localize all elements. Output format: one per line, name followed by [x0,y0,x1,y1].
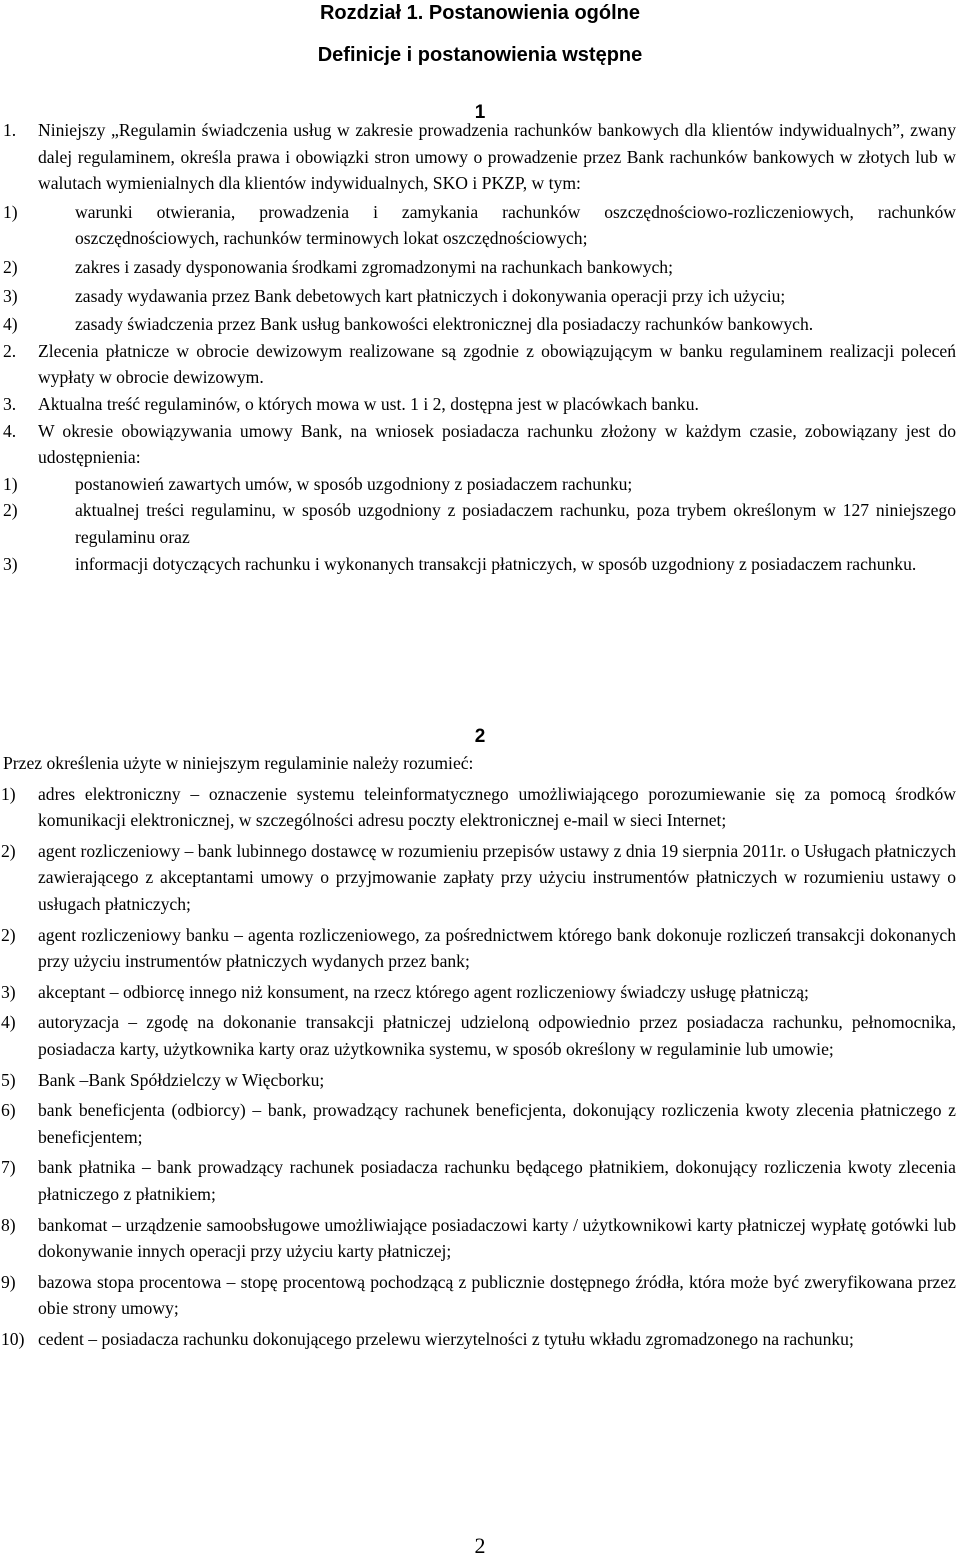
paragraph-3 [0,391,960,418]
definition-text: Bank –Bank Spółdzielczy w Więcborku; [38,1069,325,1090]
definition-text: bankomat – urządzenie samoobsługowe umożliwiające posiadaczowi karty / użytkownikowi karty płatniczej wypłatę gotówki lub dokonywanie innych operacji przy użyciu karty płatniczej; [38,1214,956,1262]
definition-text: adres elektroniczny – oznaczenie systemu teleinformatycznego umożliwiającego porozumiewanie się za pomocą środków komunikacji elektronicznej, w szczególności adresu poczty elektronicznej e-mail w sieci Internet; [38,783,956,831]
definition-item [0,1326,960,1353]
definition-text: agent rozliczeniowy – bank lubinnego dostawcę w rozumieniu przepisów ustawy z dnia 19 sierpnia 2011r. o Usługach płatniczych zawierającego z akceptantami umowy o przyjmowanie zapłaty przy użyciu instrumentów płatniczych w rozumieniu ustawy o usługach płatniczych; [38,840,956,914]
definition-item [0,1212,960,1265]
definition-item [0,922,960,975]
definition-number: 2) [1,924,16,945]
list-item [0,551,960,578]
definition-number: 8) [1,1214,16,1235]
list-item-text: postanowień zawartych umów, w sposób uzgodniony z posiadaczem rachunku; [75,473,633,494]
definition-text: autoryzacja – zgodę na dokonanie transakcji płatniczej udzieloną odpowiednio przez posiadacza rachunku, pełnomocnika, posiadacza karty, użytkownika karty oraz użytkownika systemu, w sposób określony w regulaminie lub umowie; [38,1012,956,1059]
definition-number: 10) [1,1328,25,1349]
definition-item [0,1009,960,1062]
definition-number: 2) [1,840,16,861]
paragraph-number: 2. [3,340,17,361]
definition-number: 1) [1,783,16,804]
definition-item [0,1067,960,1094]
list-item-text: aktualnej treści regulaminu, w sposób uzgodniony z posiadaczem rachunku, poza trybem określonym w 127 niniejszego regulaminu oraz [75,500,956,547]
definition-item [0,838,960,918]
paragraph-text: Aktualna treść regulaminów, o których mowa w ust. 1 i 2, dostępna jest w placówkach banku. [38,393,699,414]
section-2-number: 2 [474,726,486,747]
paragraph-1 [0,117,960,197]
list-item [0,283,960,310]
definition-number: 6) [1,1100,16,1121]
list-item [0,199,960,252]
definition-number: 4) [1,1012,16,1033]
definition-text: akceptant – odbiorcę innego niż konsument, na rzecz którego agent rozliczeniowy świadczy usługę płatniczą; [38,981,809,1002]
paragraph-2 [0,338,960,391]
list-item-number: 1) [3,473,18,494]
section-2-mark [0,724,960,750]
list-item [0,311,960,338]
list-item-number: 2) [3,500,18,521]
chapter-subtitle: Definicje i postanowienia wstępne [317,44,643,66]
definition-item [0,781,960,834]
chapter-title: Rozdział 1. Postanowienia ogólne [319,2,641,24]
definition-item [0,1097,960,1150]
section-1-body [0,117,960,577]
definition-text: bank płatnika – bank prowadzący rachunek posiadacza rachunku będącego płatnikiem, dokonujący rozliczenia kwoty zlecenia płatniczego z płatnikiem; [38,1157,956,1204]
paragraph-number: 4. [3,420,17,441]
paragraph-number: 1. [3,120,17,140]
definition-text: bank beneficjenta (odbiorcy) – bank, prowadzący rachunek beneficjenta, dokonujący rozliczenia kwoty zlecenia płatniczego z beneficjentem; [38,1100,956,1147]
list-item-number: 2) [3,256,18,277]
list-item [0,254,960,281]
page-number: 2 [474,1533,486,1558]
list-item-number: 4) [3,314,18,335]
definition-item [0,979,960,1006]
list-item-text: warunki otwierania, prowadzenia i zamykania rachunków oszczędnościowo-rozliczeniowych, rachunków oszczędnościowych, rachunków terminowych lokat oszczędnościowych; [75,201,956,249]
list-item [0,471,960,498]
list-item-text: zasady świadczenia przez Bank usług bankowości elektronicznej dla posiadaczy rachunków bankowych. [75,314,814,335]
definition-number: 5) [1,1069,16,1090]
paragraph-number: 3. [3,393,17,414]
paragraph-text: Niniejszy „Regulamin świadczenia usług w zakresie prowadzenia rachunków bankowych dla klientów indywidualnych”, zwany dalej regulaminem, określa prawa i obowiązki stron umowy o prowadzenie przez Bank rachunków bankowych w złotych lub w walutach wymienialnych dla klientów indywidualnych, SKO i PKZP, w tym: [38,120,956,194]
definition-text: cedent – posiadacza rachunku dokonującego przelewu wierzytelności z tytułu wkładu zgromadzonego na rachunku; [38,1328,854,1349]
section-2-body [0,750,960,1352]
definitions-intro: Przez określenia użyte w niniejszym regulaminie należy rozumieć: [3,753,474,773]
section-1-number: 1 [474,102,486,123]
definition-text: bazowa stopa procentowa – stopę procentową pochodzącą z publicznie dostępnego źródła, która może być zweryfikowana przez obie strony umowy; [38,1271,956,1319]
paragraph-text: Zlecenia płatnicze w obrocie dewizowym realizowane są zgodnie z obowiązującym w banku regulaminem realizacji poleceń wypłaty w obrocie dewizowym. [38,340,956,388]
definition-number: 9) [1,1271,16,1292]
paragraph-text: W okresie obowiązywania umowy Bank, na wniosek posiadacza rachunku złożony w każdym czasie, zobowiązany jest do udostępnienia: [38,420,956,468]
list-item [0,497,960,550]
list-item-text: zakres i zasady dysponowania środkami zgromadzonymi na rachunkach bankowych; [75,256,673,277]
list-item-number: 3) [3,553,18,574]
list-item-text: informacji dotyczących rachunku i wykonanych transakcji płatniczych, w sposób uzgodniony z posiadaczem rachunku. [75,553,917,574]
definition-item [0,1269,960,1322]
list-item-text: zasady wydawania przez Bank debetowych kart płatniczych i dokonywania operacji przy ich użyciu; [75,285,786,306]
list-item-number: 3) [3,285,18,306]
definition-item [0,1154,960,1207]
paragraph-4 [0,418,960,471]
definition-text: agent rozliczeniowy banku – agenta rozliczeniowego, za pośrednictwem którego bank dokonuje rozliczeń transakcji dokonanych przy użyciu instrumentów płatniczych wydanych przez bank; [38,924,956,972]
definition-number: 3) [1,981,16,1002]
list-item-number: 1) [3,201,18,222]
definition-number: 7) [1,1157,16,1178]
